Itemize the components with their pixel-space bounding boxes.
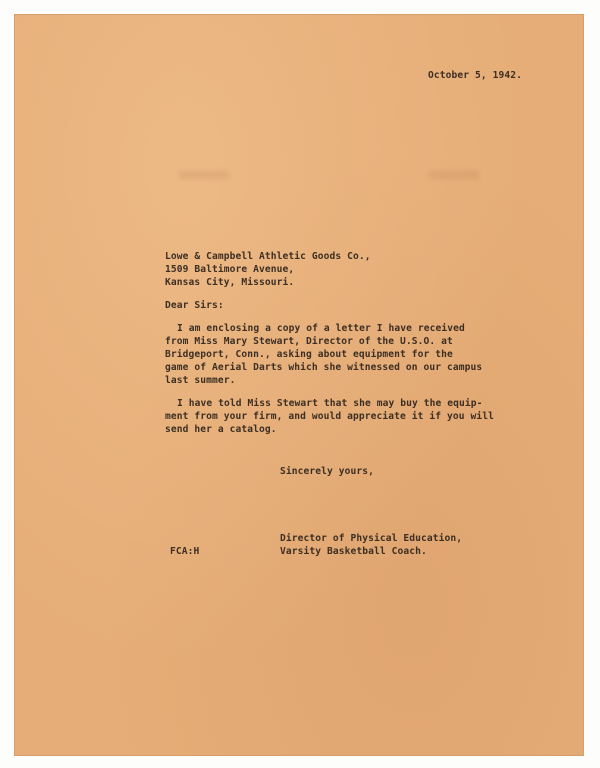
paragraph-line: from Miss Mary Stewart, Director of the U.S.O. at bbox=[165, 336, 453, 347]
paragraph-line: last summer. bbox=[165, 375, 236, 386]
closing: Sincerely yours, bbox=[280, 466, 375, 477]
paragraph-line: I am enclosing a copy of a letter I have received bbox=[177, 323, 465, 334]
signature-title: Varsity Basketball Coach. bbox=[280, 546, 427, 557]
typist-initials: FCA:H bbox=[170, 546, 200, 557]
address-line: Kansas City, Missouri. bbox=[165, 277, 295, 288]
letter-date: October 5, 1942. bbox=[428, 70, 523, 81]
paragraph-line: Bridgeport, Conn., asking about equipment for the bbox=[165, 349, 453, 360]
letter-page bbox=[14, 14, 584, 756]
paragraph-line: game of Aerial Darts which she witnessed on our campus bbox=[165, 362, 483, 373]
signature-title: Director of Physical Education, bbox=[280, 533, 463, 544]
paragraph-line: send her a catalog. bbox=[165, 424, 277, 435]
paper-stain bbox=[179, 171, 229, 179]
paper-stain bbox=[429, 171, 479, 179]
paragraph-line: ment from your firm, and would appreciate it if you will bbox=[165, 411, 495, 422]
paragraph-line: I have told Miss Stewart that she may buy the equip- bbox=[177, 398, 483, 409]
address-line: 1509 Baltimore Avenue, bbox=[165, 264, 295, 275]
salutation: Dear Sirs: bbox=[165, 300, 224, 311]
address-line: Lowe & Campbell Athletic Goods Co., bbox=[165, 251, 371, 262]
